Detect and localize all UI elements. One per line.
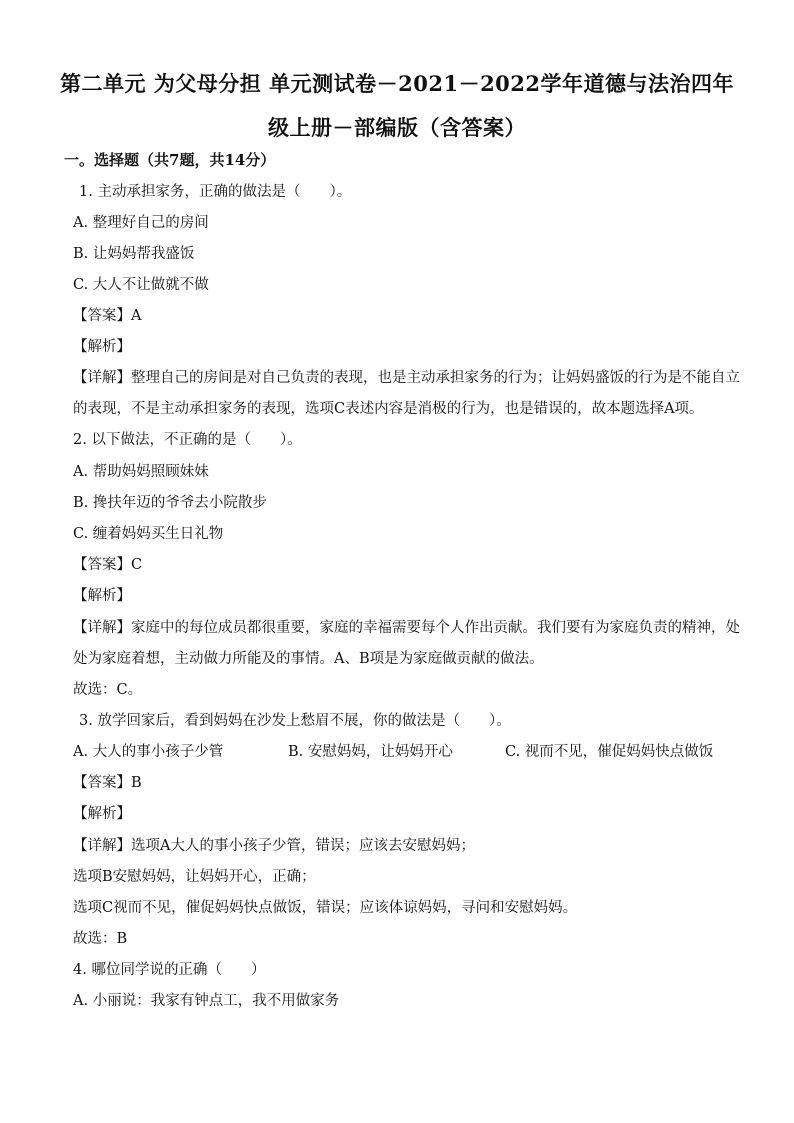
question-2-conclusion: 故选：C。	[73, 682, 143, 698]
question-3-detail-line-2: 选项B安慰妈妈，让妈妈开心，正确；	[73, 869, 316, 885]
question-1-answer	[73, 306, 141, 326]
detail-label: 【详解】	[73, 620, 131, 636]
detail-label: 【详解】	[73, 370, 131, 386]
question-3-option-b: B. 安慰妈妈，让妈妈开心	[288, 744, 453, 760]
question-2-analysis-label: 【解析】	[73, 588, 131, 604]
question-2-detail-line-1	[73, 618, 740, 638]
detail-text: 整理自己的房间是对自己负责的表现，也是主动承担家务的行为；让妈妈盛饭的行为是不能自立	[131, 370, 740, 386]
answer-value: C	[131, 557, 143, 573]
document-title-line-1: 第二单元 为父母分担 单元测试卷－2021－2022学年道德与法治四年	[60, 71, 735, 96]
question-3-option-c: C. 视而不见，催促妈妈快点做饭	[505, 744, 714, 760]
answer-label: 【答案】	[73, 557, 131, 573]
question-2-answer	[73, 555, 142, 575]
detail-text: 选项A大人的事小孩子少管，错误；应该去安慰妈妈；	[131, 838, 475, 854]
question-3-detail-line-1	[73, 836, 475, 856]
question-1-stem: 1. 主动承担家务，正确的做法是（ ）。	[79, 184, 352, 200]
question-2-option-c: C. 缠着妈妈买生日礼物	[73, 526, 224, 542]
question-1-option-c: C. 大人不让做就不做	[73, 277, 209, 293]
question-1-detail-line-1	[73, 368, 740, 388]
detail-text: 家庭中的每位成员都很重要，家庭的幸福需要每个人作出贡献。我们要有为家庭负责的精神，处	[131, 620, 740, 636]
answer-label: 【答案】	[73, 775, 131, 791]
question-3-option-a: A. 大人的事小孩子少管	[73, 744, 224, 760]
question-2-option-b: B. 搀扶年迈的爷爷去小院散步	[73, 495, 267, 511]
question-4-stem: 4. 哪位同学说的正确（ ）	[73, 962, 266, 978]
answer-value: B	[131, 775, 142, 791]
section-heading: 一。选择题（共7题，共14分）	[64, 151, 276, 169]
question-1-option-a: A. 整理好自己的房间	[73, 215, 209, 231]
detail-label: 【详解】	[73, 838, 131, 854]
question-3-stem: 3. 放学回家后，看到妈妈在沙发上愁眉不展，你的做法是（ ）。	[79, 713, 511, 729]
answer-label: 【答案】	[73, 308, 131, 324]
question-3-analysis-label: 【解析】	[73, 806, 131, 822]
question-3-detail-line-3: 选项C视而不见，催促妈妈快点做饭，错误；应该体谅妈妈，寻问和安慰妈妈。	[73, 900, 578, 916]
question-2-option-a: A. 帮助妈妈照顾妹妹	[73, 464, 209, 480]
document-title-line-2: 级上册－部编版（含答案）	[268, 115, 526, 140]
question-1-analysis-label: 【解析】	[73, 339, 131, 355]
question-3-answer	[73, 773, 142, 793]
question-4-option-a: A. 小丽说：我家有钟点工，我不用做家务	[73, 993, 340, 1009]
question-3-conclusion: 故选：B	[73, 931, 128, 947]
question-1-option-b: B. 让妈妈帮我盛饭	[73, 246, 195, 262]
question-1-detail-line-2: 的表现，不是主动承担家务的表现，选项C表述内容是消极的行为，也是错误的，故本题选择A项。	[73, 401, 704, 417]
question-2-stem: 2. 以下做法，不正确的是（ ）。	[73, 432, 302, 448]
question-2-detail-line-2: 处为家庭着想，主动做力所能及的事情。A、B项是为家庭做贡献的做法。	[73, 651, 544, 667]
answer-value: A	[131, 308, 142, 324]
